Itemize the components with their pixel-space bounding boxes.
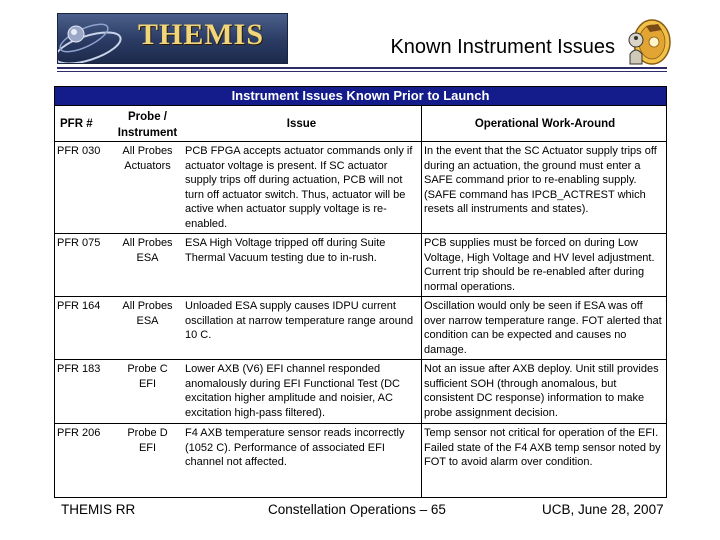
- probe-line1: Probe C: [127, 363, 168, 375]
- table-header-row: [55, 106, 666, 142]
- issue-cell: PCB FPGA accepts actuator commands only if actuator voltage is present. If SC actuator supply trips off during actuation, PCB will not turn off actuator switch. Thus, actuator will be active when actuator supply voltage is re-enabled.: [182, 142, 422, 233]
- pfr-cell: PFR 075: [57, 237, 101, 249]
- workaround-cell: PCB supplies must be forced on during Low Voltage, High Voltage and HV level adjustment. Current trip should be re-enabled after during normal operations.: [424, 237, 655, 293]
- pfr-cell: PFR 164: [57, 300, 101, 312]
- table-grid: [55, 106, 666, 498]
- probe-line1: All Probes: [122, 300, 173, 312]
- table-row: [55, 297, 666, 360]
- probe-line2: Actuators: [124, 159, 171, 172]
- probe-line2: ESA: [136, 251, 159, 264]
- probe-line2: EFI: [138, 377, 157, 390]
- table-title: Instrument Issues Known Prior to Launch: [55, 87, 666, 106]
- pfr-cell: PFR 183: [57, 363, 101, 375]
- mission-patch-icon: [624, 18, 671, 66]
- logo-wordmark: THEMIS: [138, 18, 265, 51]
- probe-cell: [113, 142, 182, 233]
- table-row: [55, 360, 666, 424]
- page-title: Known Instrument Issues: [390, 36, 615, 58]
- probe-cell: [113, 297, 182, 359]
- issue-cell: F4 AXB temperature sensor reads incorrectly (1052 C). Performance of associated EFI channel not affected.: [182, 424, 422, 498]
- probe-cell: [113, 424, 182, 498]
- probe-line1: Probe D: [127, 427, 168, 439]
- issue-cell: ESA High Voltage tripped off during Suite Thermal Vacuum testing due to in-rush.: [182, 234, 422, 296]
- header-issue: Issue: [182, 106, 422, 141]
- table-row: [55, 234, 666, 297]
- workaround-cell: Temp sensor not critical for operation of the EFI. Failed state of the F4 AXB temp sensor noted by FOT to avoid alarm over condition.: [424, 427, 661, 469]
- header-probe-line1: Probe /: [128, 110, 167, 123]
- issue-cell: Unloaded ESA supply causes IDPU current oscillation at narrow temperature range around 10 C.: [182, 297, 422, 359]
- workaround-cell: In the event that the SC Actuator supply trips off during an actuation, the ground must enter a SAFE command prior to re-enabling supply. (SAFE command has IPCB_ACTREST which resets all instruments and states).: [424, 145, 657, 216]
- issues-table: [54, 86, 667, 498]
- header-rule: [57, 67, 667, 69]
- header-rule-thin: [57, 71, 667, 72]
- probe-cell: [113, 234, 182, 296]
- workaround-cell: Oscillation would only be seen if ESA was off over narrow temperature range. FOT alerted that condition can be expected and causes no damage.: [424, 300, 662, 356]
- header-pfr: PFR #: [60, 118, 93, 131]
- issue-cell: Lower AXB (V6) EFI channel responded anomalously during EFI Functional Test (DC excitation higher amplitude and noisier, AC excitation high-pass filtered).: [182, 360, 422, 423]
- header-probe: [113, 106, 182, 141]
- footer-right: UCB, June 28, 2007: [542, 502, 664, 517]
- probe-line1: All Probes: [122, 237, 173, 249]
- pfr-cell: PFR 030: [57, 145, 101, 157]
- header-probe-line2: Instrument: [117, 126, 178, 139]
- header-workaround: Operational Work-Around: [474, 118, 616, 131]
- probe-line2: ESA: [136, 314, 159, 327]
- footer-center: Constellation Operations – 65: [268, 502, 446, 517]
- probe-line2: EFI: [138, 441, 157, 454]
- probe-line1: All Probes: [122, 145, 173, 157]
- footer-left: THEMIS RR: [61, 502, 136, 517]
- workaround-cell: Not an issue after AXB deploy. Unit still provides sufficient SOH (through anomalous, but consistent DC response) information to make probe assignment decision.: [424, 363, 659, 419]
- probe-cell: [113, 360, 182, 423]
- table-row: [55, 424, 666, 498]
- table-row: [55, 142, 666, 234]
- pfr-cell: PFR 206: [57, 427, 101, 439]
